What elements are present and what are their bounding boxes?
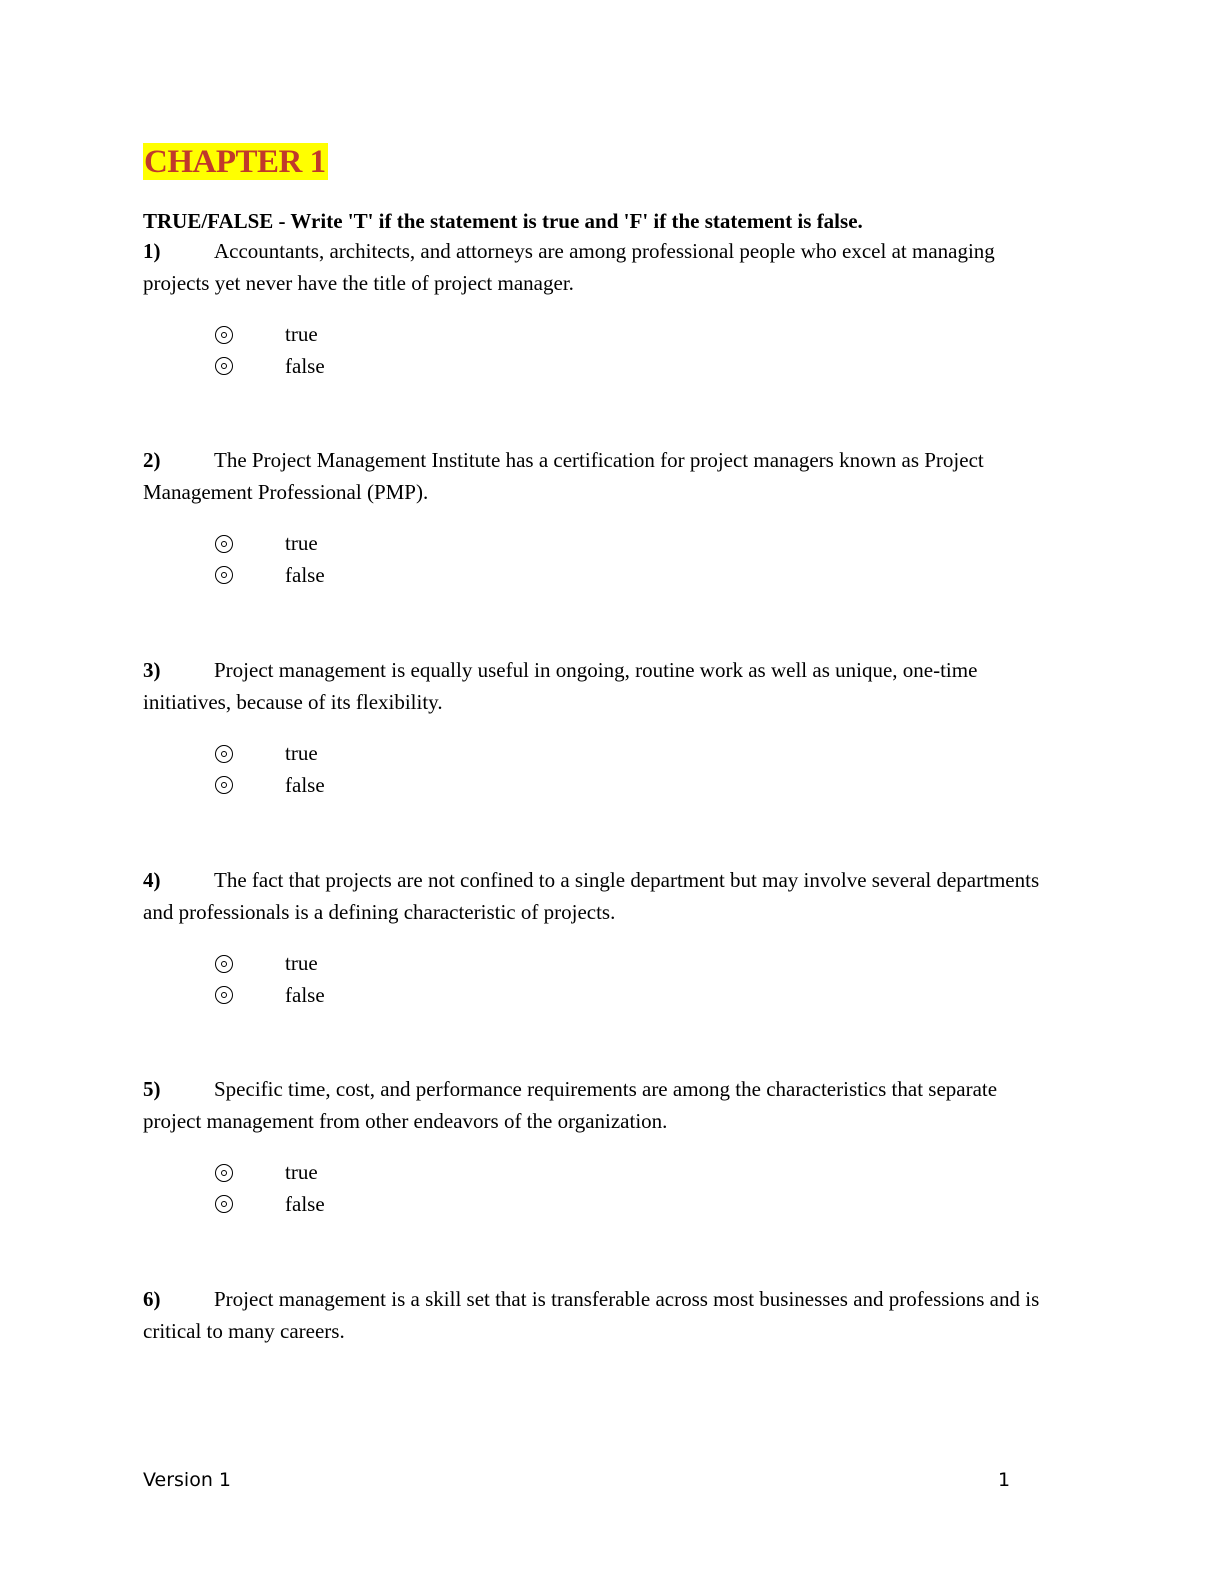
option-true[interactable] [215, 528, 1043, 560]
question-1 [143, 236, 1043, 382]
question-statement: Project management is equally useful in ongoing, routine work as well as unique, one-time initiatives, because of its flexibility. [143, 658, 978, 714]
question-number: 5) [143, 1077, 161, 1101]
option-false[interactable] [215, 770, 1043, 802]
question-number: 2) [143, 448, 161, 472]
radio-button-icon[interactable] [215, 1195, 233, 1213]
option-label: true [285, 951, 318, 976]
answer-options [215, 319, 1043, 382]
question-text [143, 1284, 1043, 1347]
question-5 [143, 1074, 1043, 1220]
option-label: false [285, 772, 325, 797]
question-number: 1) [143, 239, 161, 263]
radio-button-icon[interactable] [215, 776, 233, 794]
question-statement: Specific time, cost, and performance requirements are among the characteristics that separate project management from other endeavors of the organization. [143, 1077, 998, 1133]
option-label: false [285, 353, 325, 378]
question-number: 6) [143, 1287, 161, 1311]
radio-button-icon[interactable] [215, 326, 233, 344]
answer-options [215, 738, 1043, 801]
option-true[interactable] [215, 738, 1043, 770]
answer-options [215, 528, 1043, 591]
radio-button-icon[interactable] [215, 357, 233, 375]
radio-button-icon[interactable] [215, 566, 233, 584]
question-statement: Project management is a skill set that is transferable across most businesses and professions and is critical to many careers. [143, 1287, 1040, 1343]
question-statement: Accountants, architects, and attorneys are among professional people who excel at managing projects yet never have the title of project manager. [143, 239, 995, 295]
question-number: 4) [143, 868, 161, 892]
option-false[interactable] [215, 1189, 1043, 1221]
option-label: false [285, 1191, 325, 1216]
chapter-title: CHAPTER 1 [144, 144, 326, 180]
radio-button-icon[interactable] [215, 986, 233, 1004]
option-label: true [285, 1160, 318, 1185]
option-label: true [285, 322, 318, 347]
question-text [143, 655, 1043, 718]
radio-button-icon[interactable] [215, 745, 233, 763]
option-true[interactable] [215, 319, 1043, 351]
question-4 [143, 865, 1043, 1011]
question-statement: The Project Management Institute has a certification for project managers known as Project Management Professional (PMP). [143, 448, 984, 504]
option-label: true [285, 741, 318, 766]
answer-options [215, 948, 1043, 1011]
question-text [143, 236, 1043, 299]
option-label: false [285, 982, 325, 1007]
question-3 [143, 655, 1043, 801]
option-true[interactable] [215, 1157, 1043, 1189]
section-instructions: TRUE/FALSE - Write 'T' if the statement is true and 'F' if the statement is false. [143, 209, 863, 233]
radio-button-icon[interactable] [215, 535, 233, 553]
option-false[interactable] [215, 351, 1043, 383]
option-label: false [285, 562, 325, 587]
question-text [143, 445, 1043, 508]
question-6 [143, 1284, 1043, 1347]
option-label: true [285, 531, 318, 556]
option-false[interactable] [215, 560, 1043, 592]
question-2 [143, 445, 1043, 591]
question-text [143, 1074, 1043, 1137]
answer-options [215, 1157, 1043, 1220]
footer-version: Version 1 [143, 1469, 231, 1491]
question-text [143, 865, 1043, 928]
option-false[interactable] [215, 980, 1043, 1012]
radio-button-icon[interactable] [215, 1164, 233, 1182]
question-number: 3) [143, 658, 161, 682]
footer-page-number: 1 [998, 1469, 1011, 1491]
option-true[interactable] [215, 948, 1043, 980]
question-statement: The fact that projects are not confined to a single department but may involve several departments and professionals is a defining characteristic of projects. [143, 868, 1040, 924]
radio-button-icon[interactable] [215, 955, 233, 973]
